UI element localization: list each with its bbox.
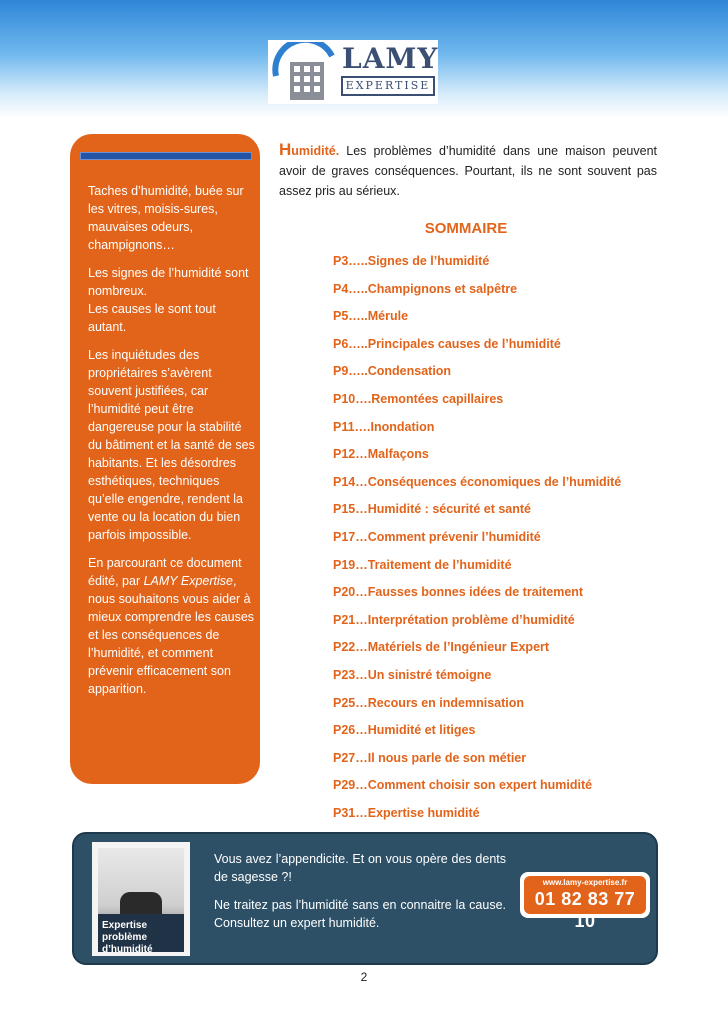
toc-item[interactable]: P12…Malfaçons	[333, 447, 429, 462]
toc-item[interactable]: P22…Matériels de l’Ingénieur Expert	[333, 640, 550, 655]
sidebar-text-span: , nous souhaitons vous aider à mieux comprendre les causes et les conséquences de l’humidité, et comment prévenir efficacement son apparition.	[88, 574, 255, 696]
phone-number[interactable]: 01 82 83 77 10	[534, 889, 636, 931]
promo-text	[214, 850, 506, 942]
intro-heading-rest: umidité.	[291, 144, 340, 158]
contact-badge[interactable]	[520, 872, 650, 931]
sidebar-panel	[70, 134, 260, 784]
toc-item[interactable]: P19…Traitement de l’humidité	[333, 557, 512, 572]
table-of-contents	[333, 252, 621, 831]
logo-name: LAMY	[342, 42, 439, 75]
sidebar-paragraph: Les causes le sont tout autant.	[88, 302, 216, 334]
sidebar-paragraph: Les signes de l’humidité sont nombreux.	[88, 266, 249, 298]
intro-paragraph	[279, 140, 657, 201]
toc-item[interactable]: P5…..Mérule	[333, 309, 409, 324]
toc-item[interactable]: P20…Fausses bonnes idées de traitement	[333, 585, 584, 600]
toc-item[interactable]: P31…Expertise humidité	[333, 805, 480, 820]
toc-item[interactable]: P21…Interprétation problème d’humidité	[333, 612, 575, 627]
sidebar-paragraph: Taches d’humidité, buée sur les vitres, moisis-sures, mauvaises odeurs, champignons…	[88, 184, 244, 252]
logo-subtitle: EXPERTISE	[341, 76, 435, 96]
photo-caption	[98, 914, 184, 952]
toc-item[interactable]: P27…Il nous parle de son métier	[333, 750, 527, 765]
toc-item[interactable]: P11….Inondation	[333, 419, 435, 434]
sidebar-accent-bar	[80, 152, 252, 160]
intro-text: Les problèmes d’humidité dans une maison peuvent avoir de graves conséquences. Pourtant, ils ne sont souvent pas assez pris au sérieux.	[279, 144, 657, 198]
promo-text-line: Ne traitez pas l’humidité sans en connaitre la cause. Consultez un expert humidité.	[214, 898, 506, 930]
toc-item[interactable]: P14…Conséquences économiques de l’humidité	[333, 474, 622, 489]
page-number: 2	[360, 970, 368, 984]
promo-text-line: Vous avez l’appendicite. Et on vous opère des dents de sagesse ?!	[214, 852, 506, 884]
promo-box	[72, 832, 658, 965]
website-url[interactable]: www.lamy-expertise.fr	[542, 878, 628, 887]
company-logo	[268, 40, 438, 104]
contact-badge-inner	[524, 876, 646, 931]
photo-caption-line: d’humidité	[102, 944, 153, 952]
photo-caption-line: Expertise problème	[102, 920, 148, 943]
photo-image	[98, 848, 184, 952]
toc-item[interactable]: P17…Comment prévenir l’humidité	[333, 529, 541, 544]
sidebar-paragraph	[88, 554, 256, 698]
toc-item[interactable]: P15…Humidité : sécurité et santé	[333, 502, 531, 517]
toc-title: SOMMAIRE	[424, 220, 508, 237]
toc-item[interactable]: P25…Recours en indemnisation	[333, 695, 525, 710]
sidebar-paragraph: Les inquiétudes des propriétaires s’avèrent souvent justifiées, car l’humidité peut être dangereuse pour la stabilité du bâtiment et la santé de ses habitants. Et les désordres esthétiques, techniques qu’elle engendre, rendent la vente ou la location du bien parfois impossible.	[88, 348, 255, 542]
toc-item[interactable]: P3…..Signes de l’humidité	[333, 254, 490, 268]
promo-photo	[92, 842, 190, 956]
toc-item[interactable]: P23…Un sinistré témoigne	[333, 667, 492, 682]
sidebar-text	[88, 182, 256, 708]
toc-item[interactable]: P29…Comment choisir son expert humidité	[333, 778, 593, 793]
building-logo-icon	[270, 42, 340, 102]
toc-item[interactable]: P9…..Condensation	[333, 364, 452, 379]
toc-item[interactable]: P10….Remontées capillaires	[333, 391, 504, 406]
sidebar-text-span: En parcourant ce document édité, par	[88, 556, 242, 588]
intro-heading	[279, 140, 340, 159]
intro-initial: H	[279, 140, 292, 159]
toc-item[interactable]: P6…..Principales causes de l’humidité	[333, 336, 561, 351]
toc-item[interactable]: P26…Humidité et litiges	[333, 723, 476, 738]
toc-item[interactable]: P4…..Champignons et salpêtre	[333, 281, 518, 296]
sidebar-company-name: LAMY Expertise	[143, 574, 234, 588]
